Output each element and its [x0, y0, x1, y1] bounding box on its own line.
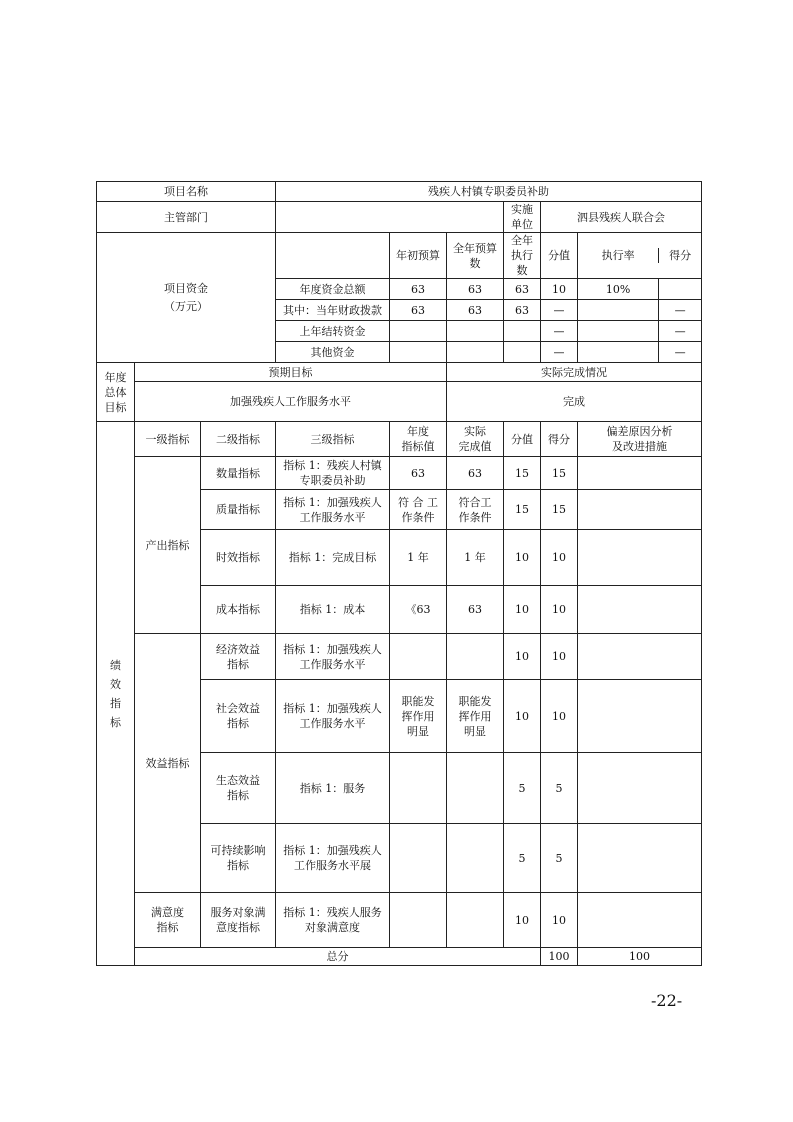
level2-cell — [201, 893, 276, 948]
got-cell: 15 — [541, 490, 578, 530]
funds-header-blank — [276, 233, 390, 279]
level3-cell: 指标 1：残疾人服务对象满意度 — [276, 893, 390, 948]
actual-cell — [447, 753, 504, 824]
level2-cell: 成本指标 — [201, 586, 276, 634]
got-cell: 15 — [541, 457, 578, 490]
level3-cell: 指标 1：加强残疾人工作服务水平 — [276, 680, 390, 753]
funds-split-cell — [578, 321, 702, 342]
perf-header-got: 得分 — [541, 422, 578, 457]
funds-split — [578, 279, 701, 299]
actual-cell — [447, 680, 504, 753]
level3-cell: 指标 1：加强残疾人工作服务水平展 — [276, 824, 390, 893]
level2-cell — [201, 634, 276, 680]
got-cell: 5 — [541, 753, 578, 824]
level3-cell: 指标 1：服务 — [276, 753, 390, 824]
score-cell: 10 — [504, 680, 541, 753]
project-name-label: 项目名称 — [97, 182, 276, 202]
level1-benefit: 效益指标 — [135, 634, 201, 893]
actual-cell — [447, 893, 504, 948]
level2-text: 可持续影响 指标 — [210, 844, 266, 872]
funds-split — [578, 342, 701, 362]
funds-cell: 63 — [390, 300, 447, 321]
funds-cell — [390, 321, 447, 342]
target-cell — [390, 893, 447, 948]
actual-text: 职能发 挥作用 明显 — [458, 694, 492, 738]
target-cell — [390, 634, 447, 680]
funds-cell — [447, 321, 504, 342]
actual-cell — [447, 490, 504, 530]
expected-goal-header: 预期目标 — [135, 363, 447, 382]
score-cell: 10 — [504, 893, 541, 948]
level2-cell: 时效指标 — [201, 530, 276, 586]
performance-label — [97, 422, 135, 966]
funds-label-text: 项目资金 （万元） — [164, 281, 208, 313]
target-cell — [390, 680, 447, 753]
note-cell — [578, 634, 702, 680]
expected-goal-value: 加强残疾人工作服务水平 — [135, 382, 447, 422]
perf-header-target-text: 年度 指标值 — [401, 425, 435, 453]
target-cell: 63 — [390, 457, 447, 490]
table-row — [97, 634, 702, 680]
actual-text: 符合工 作条件 — [458, 495, 492, 524]
score-cell: 5 — [504, 824, 541, 893]
score-cell: 15 — [504, 457, 541, 490]
project-name-value: 残疾人村镇专职委员补助 — [276, 182, 702, 202]
perf-header-level3: 三级指标 — [276, 422, 390, 457]
actual-cell: 63 — [447, 586, 504, 634]
note-cell — [578, 680, 702, 753]
funds-col-exec-rate: 执行率 — [578, 248, 659, 263]
funds-cell: 63 — [504, 300, 541, 321]
funds-cell: 63 — [390, 279, 447, 300]
level3-cell: 指标 1：加强残疾人工作服务水平 — [276, 490, 390, 530]
funds-row-label: 其中：当年财政拨款 — [276, 300, 390, 321]
annual-goal-label-text: 年度 总体 目标 — [104, 370, 127, 414]
actual-cell: 1 年 — [447, 530, 504, 586]
funds-split-cell — [578, 342, 702, 363]
level2-text: 社会效益 指标 — [216, 702, 260, 730]
score-cell: 10 — [504, 634, 541, 680]
funds-label — [97, 233, 276, 363]
funds-cell: — — [674, 303, 686, 317]
note-cell — [578, 457, 702, 490]
funds-cell: — — [541, 321, 578, 342]
funds-cell — [578, 321, 659, 341]
actual-cell — [447, 634, 504, 680]
page-number: -22- — [651, 991, 683, 1010]
dept-label: 主管部门 — [97, 202, 276, 233]
funds-col-score: 分值 — [541, 233, 578, 279]
funds-col-initial-budget: 年初预算 — [390, 233, 447, 279]
perf-header-actual — [447, 422, 504, 457]
note-cell — [578, 753, 702, 824]
funds-cell: — — [541, 342, 578, 363]
funds-cell: — — [674, 324, 686, 338]
level2-cell — [201, 824, 276, 893]
note-cell — [578, 893, 702, 948]
target-cell — [390, 824, 447, 893]
table-row — [97, 457, 702, 490]
actual-completion-value: 完成 — [447, 382, 702, 422]
perf-header-level2: 二级指标 — [201, 422, 276, 457]
level3-cell: 指标 1：残疾人村镇专职委员补助 — [276, 457, 390, 490]
funds-row-label: 上年结转资金 — [276, 321, 390, 342]
target-text: 职能发 挥作用 明显 — [401, 694, 435, 738]
funds-cell: 63 — [447, 300, 504, 321]
funds-col-annual-budget: 全年预算数 — [447, 233, 504, 279]
got-cell: 10 — [541, 893, 578, 948]
total-row — [97, 948, 702, 966]
funds-cell: — — [674, 345, 686, 359]
level2-text: 生态效益 指标 — [216, 774, 260, 802]
funds-sub-header — [578, 248, 701, 263]
perf-header-target — [390, 422, 447, 457]
score-cell: 5 — [504, 753, 541, 824]
perf-header-level1: 一级指标 — [135, 422, 201, 457]
funds-split — [578, 300, 701, 320]
performance-label-text: 绩 效 指 标 — [110, 658, 121, 729]
level3-cell: 指标 1：完成目标 — [276, 530, 390, 586]
level1-output: 产出指标 — [135, 457, 201, 634]
impl-unit-value: 泗县残疾人联合会 — [541, 202, 702, 233]
got-cell: 5 — [541, 824, 578, 893]
funds-split — [578, 321, 701, 341]
funds-cell: 10% — [578, 279, 659, 299]
level2-cell: 质量指标 — [201, 490, 276, 530]
table-row — [97, 893, 702, 948]
funds-cell: — — [541, 300, 578, 321]
level2-text: 经济效益 指标 — [216, 642, 260, 671]
total-label: 总分 — [135, 948, 541, 966]
funds-cell — [504, 321, 541, 342]
target-cell — [390, 753, 447, 824]
actual-completion-header: 实际完成情况 — [447, 363, 702, 382]
level2-cell — [201, 680, 276, 753]
funds-cell — [390, 342, 447, 363]
annual-goal-label — [97, 363, 135, 422]
funds-col-annual-executed: 全年执行数 — [504, 233, 541, 279]
funds-cell: 63 — [447, 279, 504, 300]
target-cell — [390, 490, 447, 530]
funds-row-label: 其他资金 — [276, 342, 390, 363]
actual-cell: 63 — [447, 457, 504, 490]
total-score: 100 — [541, 948, 578, 966]
funds-cell — [659, 279, 701, 299]
got-cell: 10 — [541, 680, 578, 753]
funds-split-cell — [578, 300, 702, 321]
perf-header-note — [578, 422, 702, 457]
dept-value — [276, 202, 504, 233]
perf-header-actual-text: 实际 完成值 — [458, 425, 492, 453]
funds-col-got: 得分 — [669, 249, 692, 262]
level2-cell — [201, 753, 276, 824]
impl-unit-label: 实施单位 — [504, 202, 541, 233]
funds-cell: 63 — [504, 279, 541, 300]
got-cell: 10 — [541, 586, 578, 634]
funds-row-label: 年度资金总额 — [276, 279, 390, 300]
funds-col-exec-rate-and-got — [578, 233, 702, 279]
level3-cell: 指标 1：加强残疾人工作服务水平 — [276, 634, 390, 680]
note-cell — [578, 824, 702, 893]
target-text: 符 合 工 作条件 — [398, 495, 439, 524]
funds-cell: 10 — [541, 279, 578, 300]
target-cell: 1 年 — [390, 530, 447, 586]
note-cell — [578, 530, 702, 586]
level1-satisfaction — [135, 893, 201, 948]
perf-header-score: 分值 — [504, 422, 541, 457]
perf-header-note-text: 偏差原因分析 及改进措施 — [606, 425, 673, 453]
target-cell: 《63 — [390, 586, 447, 634]
funds-split-cell — [578, 279, 702, 300]
score-cell: 15 — [504, 490, 541, 530]
performance-form-table — [96, 181, 702, 966]
funds-cell — [578, 342, 659, 362]
level1-satisfaction-text: 满意度 指标 — [151, 906, 184, 934]
funds-cell — [504, 342, 541, 363]
got-cell: 10 — [541, 530, 578, 586]
total-got: 100 — [578, 948, 702, 966]
funds-cell — [447, 342, 504, 363]
note-cell — [578, 586, 702, 634]
actual-cell — [447, 824, 504, 893]
score-cell: 10 — [504, 530, 541, 586]
got-cell: 10 — [541, 634, 578, 680]
level2-text: 服务对象满 意度指标 — [210, 906, 266, 934]
level2-cell: 数量指标 — [201, 457, 276, 490]
funds-cell — [578, 300, 659, 320]
note-cell — [578, 490, 702, 530]
level3-cell: 指标 1：成本 — [276, 586, 390, 634]
score-cell: 10 — [504, 586, 541, 634]
